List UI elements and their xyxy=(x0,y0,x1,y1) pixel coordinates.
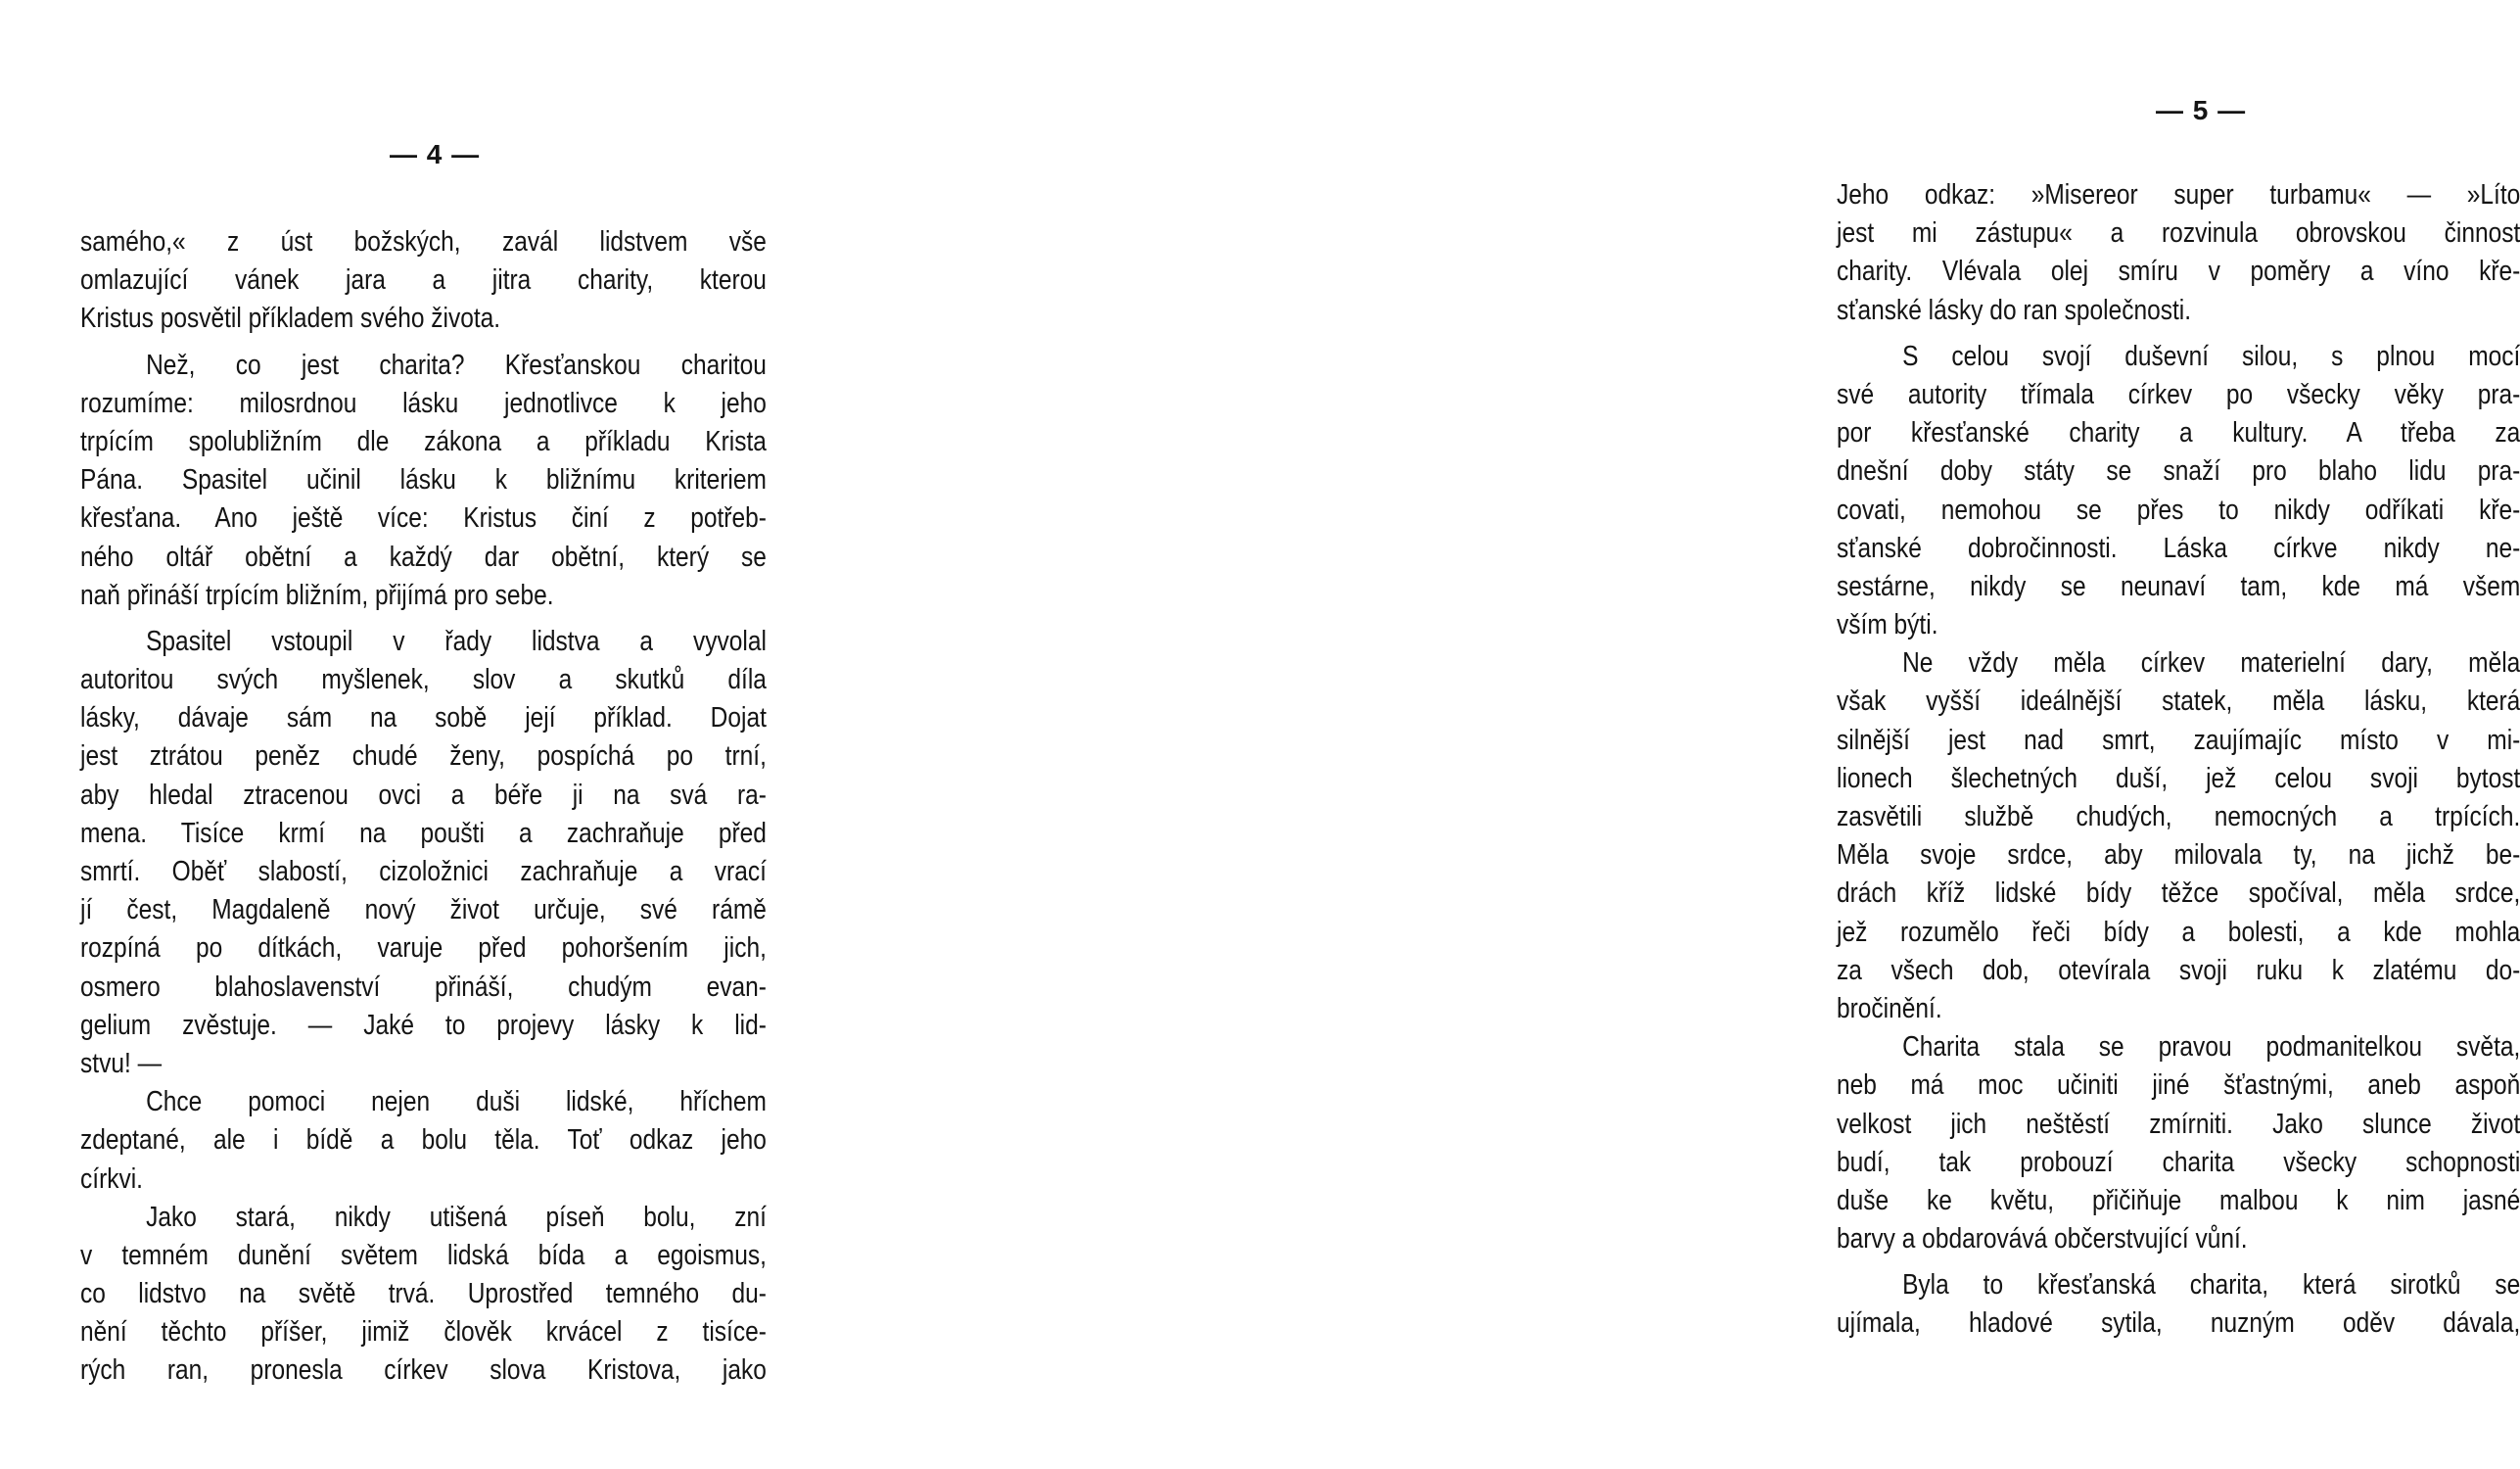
text-line: S celou svojí duševní silou, s plnou mocí xyxy=(1902,340,2520,372)
text-line: vším býti. xyxy=(1837,609,1938,641)
text-line: Jeho odkaz: »Misereor super turbamu« — »Líto xyxy=(1837,179,2520,211)
text-line: zasvětili službě chudých, nemocných a trpících. xyxy=(1837,801,2520,832)
text-line: samého,« z úst božských, zavál lidstvem vše xyxy=(80,226,767,258)
text-line: církvi. xyxy=(80,1162,144,1195)
text-line: Chce pomoci nejen duši lidské, hříchem xyxy=(146,1086,767,1118)
text-line: Kristus posvětil příkladem svého života. xyxy=(80,303,501,335)
text-line: drách kříž lidské bídy těžce spočíval, měla srdce, xyxy=(1837,877,2520,910)
text-line: neb má moc učiniti jiné šťastnými, aneb aspoň xyxy=(1837,1069,2520,1102)
text-line: Byla to křesťanská charita, která sirotků se xyxy=(1902,1269,2520,1302)
text-line: autoritou svých myšlenek, slov a skutků díla xyxy=(80,664,767,696)
text-line: trpícím spolubližním dle zákona a příkladu Krista xyxy=(80,425,767,457)
text-line: sestárne, nikdy se neunaví tam, kde má všem xyxy=(1837,570,2520,602)
text-line: duše ke květu, přičiňuje malbou k nim jasné xyxy=(1837,1184,2520,1216)
text-line: barvy a obdarovává občerstvující vůní. xyxy=(1837,1223,2248,1256)
text-line: charity. Vlévala olej smíru v poměry a víno kře- xyxy=(1837,256,2520,288)
text-line: Pána. Spasitel učinil lásku k bližnímu kriteriem xyxy=(80,464,767,497)
text-line: své autority třímala církev po všecky věky pra- xyxy=(1837,378,2520,410)
text-line: silnější jest nad smrt, zaujímajíc místo v mi- xyxy=(1837,724,2520,756)
text-line: však vyšší ideálnější statek, měla lásku, která xyxy=(1837,686,2520,718)
text-line: smrtí. Oběť slabostí, cizoložnici zachraňuje a vrací xyxy=(80,856,767,887)
text-line: sťanské lásky do ran společnosti. xyxy=(1837,294,2192,326)
right-page xyxy=(881,0,2520,1469)
text-line: dnešní doby státy se snaží pro blaho lidu pra- xyxy=(1837,455,2520,488)
text-line: osmero blahoslavenství přináší, chudým evan- xyxy=(80,971,767,1003)
text-line: rozpíná po dítkách, varuje před pohoršením jich, xyxy=(80,932,767,965)
text-line: velkost jich neštěstí zmírniti. Jako slunce život xyxy=(1837,1108,2520,1140)
text-line: jest ztrátou peněz chudé ženy, pospíchá po trní, xyxy=(80,740,767,773)
text-line: křesťana. Ano ještě více: Kristus činí z potřeb- xyxy=(80,502,767,535)
text-line: sťanské dobročinnosti. Láska církve nikdy ne- xyxy=(1837,532,2520,564)
text-line: budí, tak probouzí charita všecky schopnosti xyxy=(1837,1146,2520,1178)
text-line: v temném dunění světem lidská bída a egoismus, xyxy=(80,1239,767,1271)
page-number: — 5 — xyxy=(2156,95,2247,125)
text-line: por křesťanské charity a kultury. A třeba za xyxy=(1837,417,2520,450)
text-line: jí čest, Magdaleně nový život určuje, své rámě xyxy=(80,894,767,926)
text-line: naň přináší trpícím bližním, přijímá pro sebe. xyxy=(80,579,554,611)
text-line: lionech šlechetných duší, jež celou svoji bytost xyxy=(1837,762,2520,794)
text-line: za všech dob, otevírala svoji ruku k zlatému do- xyxy=(1837,954,2520,986)
text-line: mena. Tisíce krmí na poušti a zachraňuje před xyxy=(80,817,767,849)
text-line: aby hledal ztracenou ovci a béře ji na svá ra- xyxy=(80,779,767,811)
text-line: gelium zvěstuje. — Jaké to projevy lásky k lid- xyxy=(80,1009,767,1041)
text-line: jež rozumělo řeči bídy a bolesti, a kde mohla xyxy=(1837,916,2520,948)
text-line: jest mi zástupu« a rozvinula obrovskou činnost xyxy=(1837,217,2520,250)
body-text xyxy=(1837,176,2520,1344)
text-line: Jako stará, nikdy utišená píseň bolu, zní xyxy=(146,1201,767,1233)
page-number: — 4 — xyxy=(390,139,481,169)
text-line: co lidstvo na světě trvá. Uprostřed temného du- xyxy=(80,1278,767,1310)
text-line: Měla svoje srdce, aby milovala ty, na jichž be- xyxy=(1837,839,2520,872)
text-line: stvu! — xyxy=(80,1047,163,1079)
text-line: ného oltář obětní a každý dar obětní, který se xyxy=(80,541,767,573)
text-line: bročinění. xyxy=(1837,992,1942,1024)
text-line: covati, nemohou se přes to nikdy odříkati kře- xyxy=(1837,494,2520,526)
text-line: ujímala, hladové sytila, nuzným oděv dávala, xyxy=(1837,1307,2520,1340)
text-line: nění těchto příšer, jimiž člověk krvácel z tisíce- xyxy=(80,1316,767,1349)
text-line: Ne vždy měla církev materielní dary, měla xyxy=(1902,647,2520,680)
text-line: zdeptané, ale i bídě a bolu těla. Toť odkaz jeho xyxy=(80,1124,767,1157)
text-line: lásky, dávaje sám na sobě její příklad. Dojat xyxy=(80,702,767,734)
text-line: Než, co jest charita? Křesťanskou charitou xyxy=(146,349,767,381)
body-text xyxy=(80,223,767,1391)
left-page xyxy=(0,0,881,1469)
text-line: rých ran, pronesla církev slova Kristova, jako xyxy=(80,1354,767,1387)
text-line: omlazující vánek jara a jitra charity, kterou xyxy=(80,264,767,297)
text-line: Spasitel vstoupil v řady lidstva a vyvolal xyxy=(146,625,767,657)
text-line: Charita stala se pravou podmanitelkou světa, xyxy=(1902,1031,2520,1064)
text-line: rozumíme: milosrdnou lásku jednotlivce k jeho xyxy=(80,387,767,419)
